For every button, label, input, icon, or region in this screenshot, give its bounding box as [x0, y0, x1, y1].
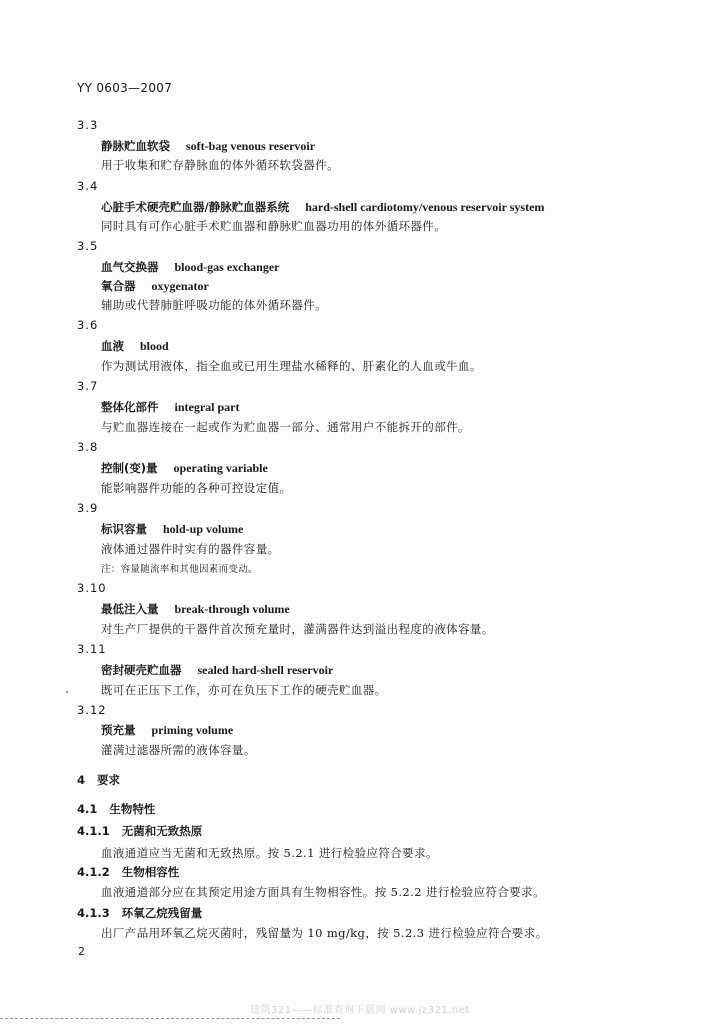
term-definition: 作为测试用液体，指全血或已用生理盐水稀释的、肝素化的人血或牛血。 — [101, 359, 482, 373]
term-en: break-through volume — [174, 602, 290, 616]
term-title — [101, 601, 290, 617]
term-en: priming volume — [151, 723, 234, 737]
section-number: 4 — [77, 773, 86, 787]
term-note: 注：容量随流率和其他因素而变动。 — [101, 564, 258, 575]
term-definition: 灌满过滤器所需的液体容量。 — [101, 743, 256, 757]
clause-title: 生物相容性 — [121, 865, 180, 879]
term-zh: 血液 — [101, 339, 124, 353]
term-definition: 辅助或代替肺脏呼吸功能的体外循环器件。 — [101, 298, 328, 312]
term-zh: 标识容量 — [101, 522, 147, 536]
term-number: 3.8 — [77, 440, 99, 454]
clause-number: 4.1.1 — [77, 824, 110, 838]
term-definition: 同时具有可作心脏手术贮血器和静脉贮血器功用的体外循环器件。 — [101, 219, 447, 233]
term-number: 3.12 — [77, 703, 107, 717]
term-definition: 对生产厂提供的干器件首次预充量时，灌满器件达到溢出程度的液体容量。 — [101, 622, 494, 636]
term-title — [101, 138, 315, 154]
term-definition: 既可在正压下工作，亦可在负压下工作的硬壳贮血器。 — [101, 683, 387, 697]
term-en: sealed hard-shell reservoir — [197, 663, 334, 677]
section-title: 要求 — [97, 773, 121, 787]
term-zh: 控制(变)量 — [101, 461, 158, 475]
term-en: blood-gas exchanger — [174, 260, 280, 274]
term-zh: 预充量 — [101, 723, 136, 737]
term-zh: 氧合器 — [101, 279, 136, 293]
watermark: 建筑321——标准查询下载网 www.jz321.net — [250, 1005, 470, 1016]
term-number: 3.9 — [77, 501, 99, 515]
term-number: 3.11 — [77, 642, 107, 656]
scan-speck — [66, 691, 68, 693]
term-title — [101, 662, 333, 678]
term-zh: 整体化部件 — [101, 400, 159, 414]
bottom-rule — [0, 1018, 340, 1019]
term-number: 3.4 — [77, 179, 99, 193]
term-title — [101, 199, 544, 215]
term-title-alt — [101, 278, 209, 294]
term-title — [101, 259, 280, 275]
term-title — [101, 521, 243, 537]
clause-title: 环氧乙烷残留量 — [121, 906, 203, 920]
clause-heading — [77, 823, 202, 839]
clause-number: 4.1.3 — [77, 906, 110, 920]
standard-code: YY 0603—2007 — [77, 81, 173, 95]
term-title — [101, 399, 240, 415]
term-definition: 用于收集和贮存静脉血的体外循环软袋器件。 — [101, 158, 339, 172]
subsection-heading — [77, 801, 155, 817]
term-number: 3.10 — [77, 581, 107, 595]
section-heading — [77, 772, 120, 788]
clause-text: 出厂产品用环氧乙烷灭菌时，残留量为 10 mg/kg，按 5.2.3 进行检验应符合要求。 — [101, 926, 548, 940]
clause-text: 血液通道部分应在其预定用途方面具有生物相容性。按 5.2.2 进行检验应符合要求。 — [101, 885, 545, 899]
clause-text: 血液通道应当无菌和无致热原。按 5.2.1 进行检验应符合要求。 — [101, 846, 438, 860]
term-zh: 血气交换器 — [101, 260, 159, 274]
term-en: soft-bag venous reservoir — [186, 139, 316, 153]
term-title — [101, 722, 233, 738]
term-number: 3.5 — [77, 239, 99, 253]
clause-heading — [77, 864, 179, 880]
term-number: 3.7 — [77, 379, 99, 393]
term-title — [101, 460, 268, 476]
subsection-title: 生物特性 — [109, 802, 156, 816]
term-zh: 最低注入量 — [101, 602, 159, 616]
term-en: operating variable — [173, 461, 268, 475]
clause-number: 4.1.2 — [77, 865, 110, 879]
term-definition: 与贮血器连接在一起或作为贮血器一部分、通常用户不能拆开的部件。 — [101, 420, 470, 434]
term-en: hard-shell cardiotomy/venous reservoir system — [305, 200, 545, 214]
term-title — [101, 338, 169, 354]
term-zh: 心脏手术硬壳贮血器/静脉贮血器系统 — [101, 200, 290, 214]
term-definition: 能影响器件功能的各种可控设定值。 — [101, 481, 292, 495]
clause-heading — [77, 905, 202, 921]
term-en: integral part — [174, 400, 240, 414]
term-en: hold-up volume — [163, 522, 244, 536]
term-en: oxygenator — [151, 279, 209, 293]
term-number: 3.3 — [77, 118, 99, 132]
clause-title: 无菌和无致热原 — [121, 824, 203, 838]
term-number: 3.6 — [77, 318, 99, 332]
page-number: 2 — [78, 945, 85, 958]
subsection-number: 4.1 — [77, 802, 98, 816]
term-definition: 液体通过器件时实有的器件容量。 — [101, 542, 280, 556]
term-zh: 静脉贮血软袋 — [101, 139, 170, 153]
term-en: blood — [140, 339, 169, 353]
term-zh: 密封硬壳贮血器 — [101, 663, 182, 677]
